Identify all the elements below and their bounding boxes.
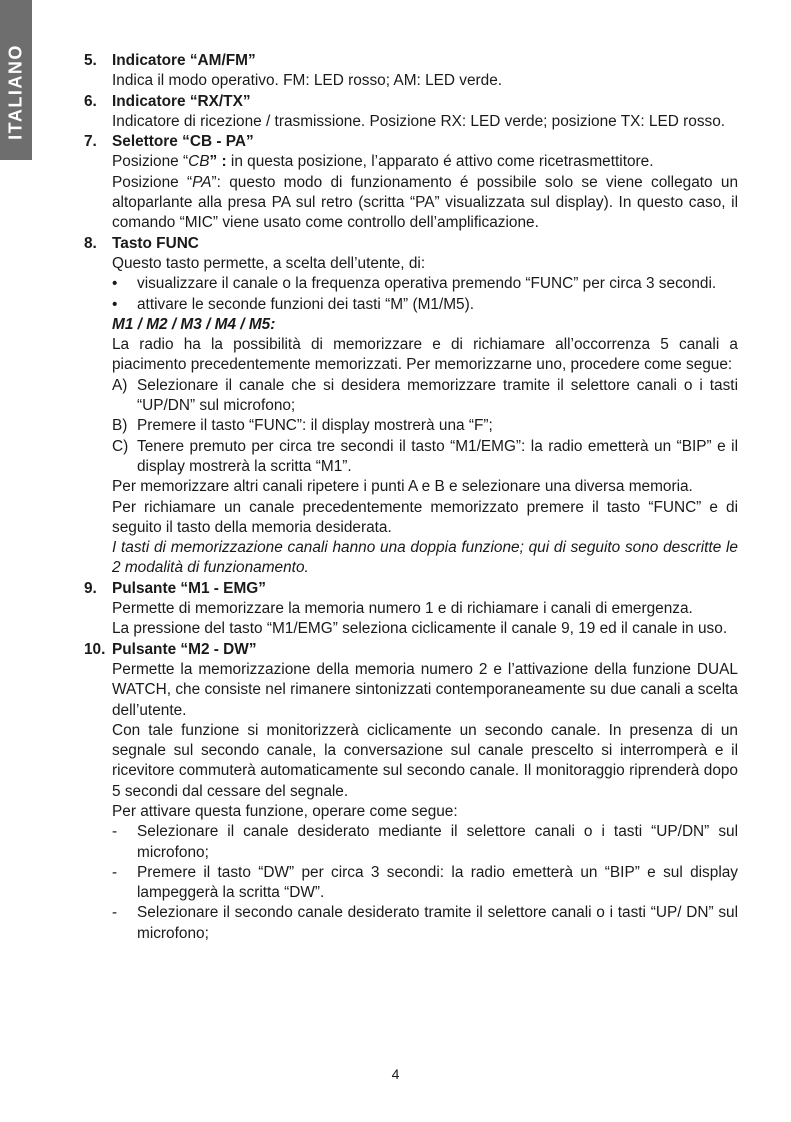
- section-10: [84, 640, 738, 944]
- dash-marker: -: [112, 863, 118, 881]
- page-number: 4: [391, 1066, 400, 1082]
- paragraph: Posizione “PA”: questo modo di funzionamento é possibile solo se viene collegato un altoparlante alla presa PA sul retro (scritta “PA” visualizzata sul display). In questo caso, il comando “MIC” viene usato come controllo dell’amplificazione.: [112, 173, 739, 232]
- section-number: 10.: [84, 640, 106, 658]
- section-title: Pulsante “M2 - DW”: [112, 640, 257, 658]
- section-title: Indicatore “AM/FM”: [112, 52, 256, 69]
- language-tab-label: ITALIANO: [5, 44, 26, 140]
- list-item: - Selezionare il canale desiderato mediante il selettore canali o i tasti “UP/DN” sul microfono;: [112, 822, 738, 863]
- note: I tasti di memorizzazione canali hanno una doppia funzione; qui di seguito sono descritte le 2 modalità di funzionamento.: [112, 539, 738, 577]
- step-marker: A): [112, 376, 128, 394]
- step-marker: B): [112, 417, 128, 435]
- paragraph: Per attivare questa funzione, operare come segue:: [112, 802, 458, 820]
- paragraph: Indica il modo operativo. FM: LED rosso; AM: LED verde.: [112, 72, 503, 90]
- manual-content: [84, 51, 738, 944]
- paragraph: Permette di memorizzare la memoria numero 1 e di richiamare i canali di emergenza.: [112, 600, 693, 618]
- section-title: Indicatore “RX/TX”: [112, 92, 251, 110]
- paragraph: Per memorizzare altri canali ripetere i punti A e B e selezionare una diversa memoria.: [112, 478, 693, 496]
- dash-marker: -: [112, 904, 118, 922]
- list-item: • attivare le seconde funzioni dei tasti “M” (M1/M5).: [112, 295, 738, 315]
- section-number: 5.: [84, 52, 97, 69]
- list-item: • visualizzare il canale o la frequenza operativa premendo “FUNC” per circa 3 secondi.: [112, 274, 738, 294]
- paragraph: Questo tasto permette, a scelta dell’utente, di:: [112, 254, 426, 272]
- subsection-title: M1 / M2 / M3 / M4 / M5:: [112, 315, 276, 333]
- list-item: C) Tenere premuto per circa tre secondi il tasto “M1/EMG”: la radio emetterà un “BIP” e il display mostrerà la scritta “M1”.: [112, 437, 738, 478]
- list-item: B) Premere il tasto “FUNC”: il display mostrerà una “F”;: [112, 416, 738, 436]
- list-item: A) Selezionare il canale che si desidera memorizzare tramite il selettore canali o i tasti “UP/DN” sul microfono;: [112, 376, 738, 417]
- section-7: [84, 132, 738, 233]
- section-9: [84, 579, 738, 640]
- section-number: 7.: [84, 133, 97, 151]
- bullet-marker: •: [112, 295, 118, 313]
- step-marker: C): [112, 437, 129, 455]
- list-item: - Selezionare il secondo canale desiderato tramite il selettore canali o i tasti “UP/ DN” sul microfono;: [112, 903, 738, 944]
- paragraph: Posizione “CB” : in questa posizione, l’apparato é attivo come ricetrasmettitore.: [112, 153, 654, 171]
- section-number: 9.: [84, 579, 97, 597]
- section-title: Selettore “CB - PA”: [112, 133, 254, 151]
- section-title: Tasto FUNC: [112, 234, 199, 252]
- paragraph: La radio ha la possibilità di memorizzare e di richiamare all’occorrenza 5 canali a piacimento precedentemente memorizzati. Per memorizzarne uno, procedere come segue:: [112, 336, 738, 374]
- paragraph: Indicatore di ricezione / trasmissione. Posizione RX: LED verde; posizione TX: LED rosso.: [112, 112, 726, 130]
- paragraph: Permette la memorizzazione della memoria numero 2 e l’attivazione della funzione DUAL WATCH, che consiste nel rimanere sintonizzati contemporaneamente su due canali a scelta dell’utente.: [112, 660, 738, 719]
- paragraph: La pressione del tasto “M1/EMG” seleziona ciclicamente il canale 9, 19 ed il canale in uso.: [112, 620, 728, 638]
- paragraph: Per richiamare un canale precedentemente memorizzato premere il tasto “FUNC” e di seguito il tasto della memoria desiderata.: [112, 498, 738, 536]
- list-item: - Premere il tasto “DW” per circa 3 secondi: la radio emetterà un “BIP” e sul display lampeggerà la scritta “DW”.: [112, 863, 738, 904]
- section-5: [84, 51, 738, 92]
- language-tab: [0, 0, 32, 160]
- section-number: 8.: [84, 234, 97, 252]
- section-8: [84, 234, 738, 579]
- section-title: Pulsante “M1 - EMG”: [112, 579, 266, 597]
- section-6: [84, 92, 738, 133]
- bullet-marker: •: [112, 275, 118, 293]
- section-number: 6.: [84, 92, 97, 110]
- paragraph: Con tale funzione si monitorizzerà ciclicamente un secondo canale. In presenza di un segnale sul secondo canale, la conversazione sul canale prescelto si interromperà e il ricevitore commuterà automaticamente sul secondo canale. Il monitoraggio riprenderà dopo 5 secondi dal cessare del segnale.: [112, 721, 738, 800]
- dash-marker: -: [112, 823, 118, 841]
